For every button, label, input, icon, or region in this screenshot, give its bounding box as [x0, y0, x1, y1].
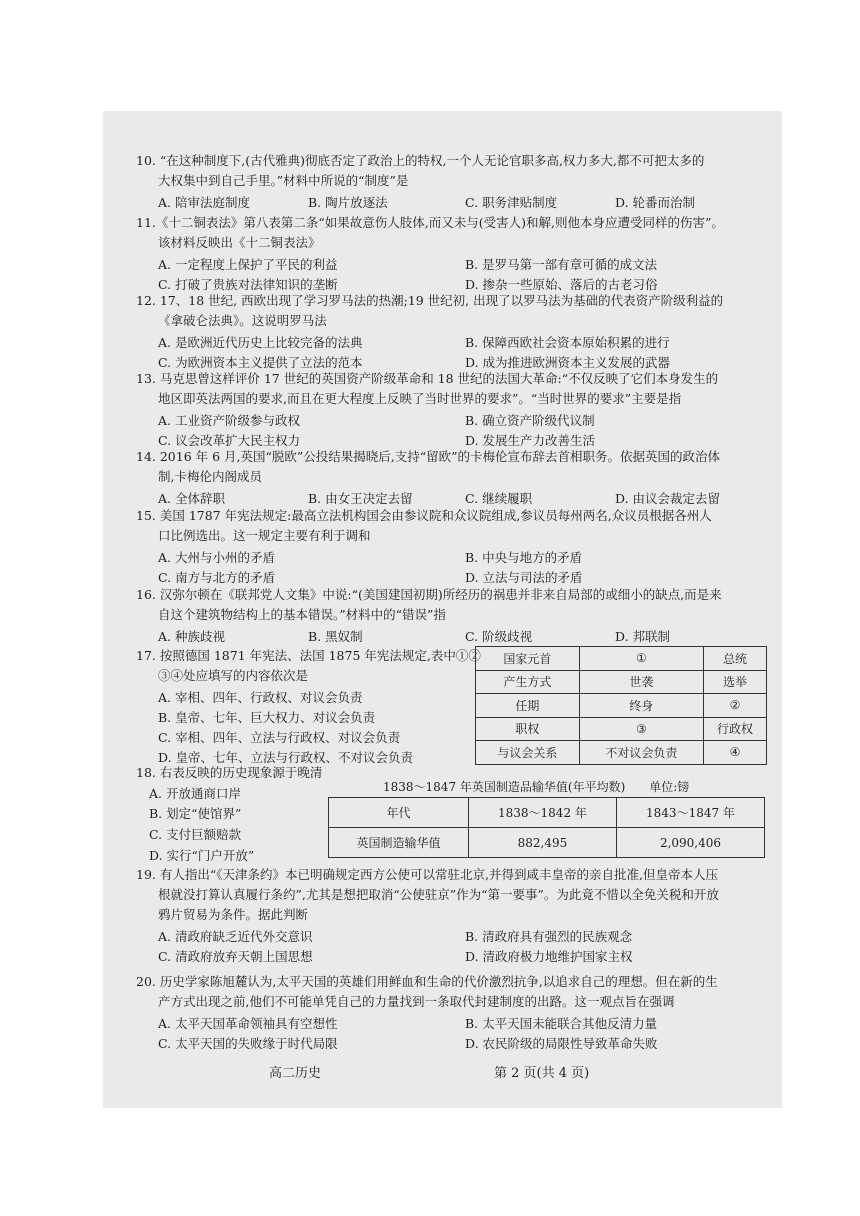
table-cell: 2,090,406 — [616, 828, 764, 858]
option-c: C. 打破了贵族对法律知识的垄断 — [158, 277, 338, 292]
option-c: C. 职务津贴制度 — [465, 195, 558, 210]
table-cell: 产生方式 — [476, 670, 580, 694]
question-16-stem-line1: 16. 汉弥尔顿在《联邦党人文集》中说:“(美国建国初期)所经历的祸患并非来自局部的或细小的缺点,而是来 — [136, 587, 722, 602]
constitution-comparison-table — [475, 646, 767, 765]
option-d: D. 立法与司法的矛盾 — [465, 570, 583, 585]
table-cell: ① — [579, 647, 703, 671]
table-cell: 882,495 — [468, 828, 616, 858]
table-cell: 行政权 — [704, 717, 767, 741]
table-row — [476, 741, 767, 765]
question-10-stem-line2: 大权集中到自己手里。”材料中所说的“制度”是 — [158, 173, 409, 188]
option-a: A. 种族歧视 — [158, 629, 225, 644]
option-a: A. 清政府缺乏近代外交意识 — [158, 929, 313, 944]
question-13-stem-line1: 13. 马克思曾这样评价 17 世纪的英国资产阶级革命和 18 世纪的法国大革命:“不仅反映了它们本身发生的 — [136, 371, 719, 386]
exam-sheet — [103, 111, 782, 1108]
table-cell: 国家元首 — [476, 647, 580, 671]
question-20-stem-line2: 产方式出现之前,他们不可能单凭自己的力量找到一条取代封建制度的出路。这一观点旨在强调 — [158, 994, 675, 1009]
export-table-title: 1838～1847 年英国制造品输华值(年平均数) 单位:镑 — [383, 780, 690, 794]
option-a: A. 陪审法庭制度 — [158, 195, 250, 210]
table-header: 1843～1847 年 — [616, 798, 764, 828]
table-cell: 选举 — [704, 670, 767, 694]
question-13-stem-line2: 地区即英法两国的要求,而且在更大程度上反映了当时世界的要求”。“当时世界的要求”主要是指 — [158, 391, 682, 406]
question-12-stem-line2: 《拿破仑法典》。这说明罗马法 — [158, 313, 327, 328]
question-11-stem-line2: 该材料反映出《十二铜表法》 — [158, 235, 321, 250]
option-a: A. 宰相、四年、行政权、对议会负责 — [158, 690, 363, 705]
question-11-stem-line1: 11.《十二铜表法》第八表第二条“如果故意伤人肢体,而又未与(受害人)和解,则他本身应遭受同样的伤害”。 — [136, 215, 724, 230]
option-b: B. 保障西欧社会资本原始积累的进行 — [465, 335, 670, 350]
question-14-stem-line2: 制,卡梅伦内阁成员 — [158, 469, 262, 484]
question-19-stem-line3: 鸦片贸易为条件。据此判断 — [158, 907, 309, 922]
table-cell: ③ — [579, 717, 703, 741]
table-cell: ④ — [704, 741, 767, 765]
option-a: A. 是欧洲近代历史上比较完备的法典 — [158, 335, 363, 350]
option-b: B. 由女王决定去留 — [308, 491, 413, 506]
table-cell: 英国制造输华值 — [329, 828, 469, 858]
table-cell: 职权 — [476, 717, 580, 741]
option-c: C. 清政府放弃天朝上国思想 — [158, 949, 313, 964]
table-header: 1838～1842 年 — [468, 798, 616, 828]
option-d: D. 成为推进欧洲资本主义发展的武器 — [465, 355, 671, 370]
option-c: C. 议会改革扩大民主权力 — [158, 433, 301, 448]
footer-page-number: 第 2 页(共 4 页) — [494, 1066, 590, 1081]
table-row — [476, 694, 767, 718]
option-b: B. 清政府具有强烈的民族观念 — [465, 929, 633, 944]
question-15-stem-line2: 口比例选出。这一规定主要有利于调和 — [158, 528, 371, 543]
option-a: A. 大州与小州的矛盾 — [158, 550, 275, 565]
option-c: C. 支付巨额赔款 — [149, 827, 242, 842]
table-cell: 不对议会负责 — [579, 741, 703, 765]
option-d: D. 由议会裁定去留 — [615, 491, 721, 506]
option-a: A. 开放通商口岸 — [149, 786, 241, 801]
question-19-stem-line2: 根就没打算认真履行条约”,尤其是想把取消“公使驻京”作为“第一要事”。为此竟不惜以全免关税和开放 — [158, 887, 719, 902]
table-cell: 终身 — [579, 694, 703, 718]
option-b: B. 划定“使馆界” — [149, 806, 242, 821]
table-row — [476, 647, 767, 671]
table-row — [476, 717, 767, 741]
question-12-stem-line1: 12. 17、18 世纪, 西欧出现了学习罗马法的热潮;19 世纪初, 出现了以罗马法为基础的代表资产阶级利益的 — [136, 293, 724, 308]
british-exports-table — [328, 797, 765, 858]
table-row — [329, 828, 765, 858]
option-d: D. 发展生产力改善生活 — [465, 433, 596, 448]
option-d: D. 农民阶级的局限性导致革命失败 — [465, 1036, 658, 1051]
option-d: D. 清政府极力地维护国家主权 — [465, 949, 633, 964]
question-20-stem-line1: 20. 历史学家陈旭麓认为,太平天国的英雄们用鲜血和生命的代价激烈抗争,以追求自己的理想。但在新的生 — [136, 974, 718, 989]
option-a: A. 太平天国革命领袖具有空想性 — [158, 1016, 338, 1031]
option-b: B. 是罗马第一部有章可循的成文法 — [465, 257, 658, 272]
option-c: C. 南方与北方的矛盾 — [158, 570, 276, 585]
option-b: B. 黑奴制 — [308, 629, 363, 644]
footer-subject: 高二历史 — [269, 1066, 322, 1081]
option-b: B. 太平天国未能联合其他反清力量 — [465, 1016, 658, 1031]
option-d: D. 掺杂一些原始、落后的古老习俗 — [465, 277, 658, 292]
option-a: A. 一定程度上保护了平民的利益 — [158, 257, 338, 272]
table-cell: 与议会关系 — [476, 741, 580, 765]
table-header: 年代 — [329, 798, 469, 828]
table-row — [476, 670, 767, 694]
option-a: A. 全体辞职 — [158, 491, 225, 506]
table-cell: ② — [704, 694, 767, 718]
question-14-stem-line1: 14. 2016 年 6 月,英国“脱欧”公投结果揭晓后,支持“留欧”的卡梅伦宣布辞去首相职务。依据英国的政治体 — [136, 449, 721, 464]
option-d: D. 实行“门户开放” — [149, 848, 255, 863]
option-c: C. 阶级歧视 — [465, 629, 533, 644]
table-cell: 总统 — [704, 647, 767, 671]
option-b: B. 陶片放逐法 — [308, 195, 388, 210]
question-19-stem-line1: 19. 有人指出“《天津条约》本已明确规定西方公使可以常驻北京,并得到咸丰皇帝的亲自批准,但皇帝本人压 — [136, 867, 718, 882]
option-c: C. 为欧洲资本主义提供了立法的范本 — [158, 355, 363, 370]
table-cell: 世袭 — [579, 670, 703, 694]
option-d: D. 轮番而治制 — [615, 195, 696, 210]
option-b: B. 皇帝、七年、巨大权力、对议会负责 — [158, 710, 376, 725]
question-15-stem-line1: 15. 美国 1787 年宪法规定:最高立法机构国会由参议院和众议院组成,参议员每州两名,众议员根据各州人 — [136, 508, 712, 523]
table-cell: 任期 — [476, 694, 580, 718]
option-b: B. 确立资产阶级代议制 — [465, 413, 595, 428]
option-d: D. 邦联制 — [615, 629, 671, 644]
question-16-stem-line2: 自这个建筑物结构上的基本错误。”材料中的“错误”指 — [158, 607, 446, 622]
question-10-stem-line1: 10. “在这种制度下,(古代雅典)彻底否定了政治上的特权,一个人无论官职多高,权力多大,都不可把太多的 — [136, 153, 705, 168]
table-row — [329, 798, 765, 828]
option-b: B. 中央与地方的矛盾 — [465, 550, 583, 565]
question-17-stem-line2: ③④处应填写的内容依次是 — [158, 668, 309, 683]
option-a: A. 工业资产阶级参与政权 — [158, 413, 300, 428]
option-c: C. 太平天国的失败缘于时代局限 — [158, 1036, 338, 1051]
option-d: D. 皇帝、七年、立法与行政权、不对议会负责 — [158, 750, 414, 765]
question-17-stem-line1: 17. 按照德国 1871 年宪法、法国 1875 年宪法规定,表中①② — [136, 648, 481, 663]
option-c: C. 继续履职 — [465, 491, 533, 506]
option-c: C. 宰相、四年、立法与行政权、对议会负责 — [158, 730, 401, 745]
question-18-stem: 18. 右表反映的历史现象源于晚清 — [136, 765, 323, 780]
